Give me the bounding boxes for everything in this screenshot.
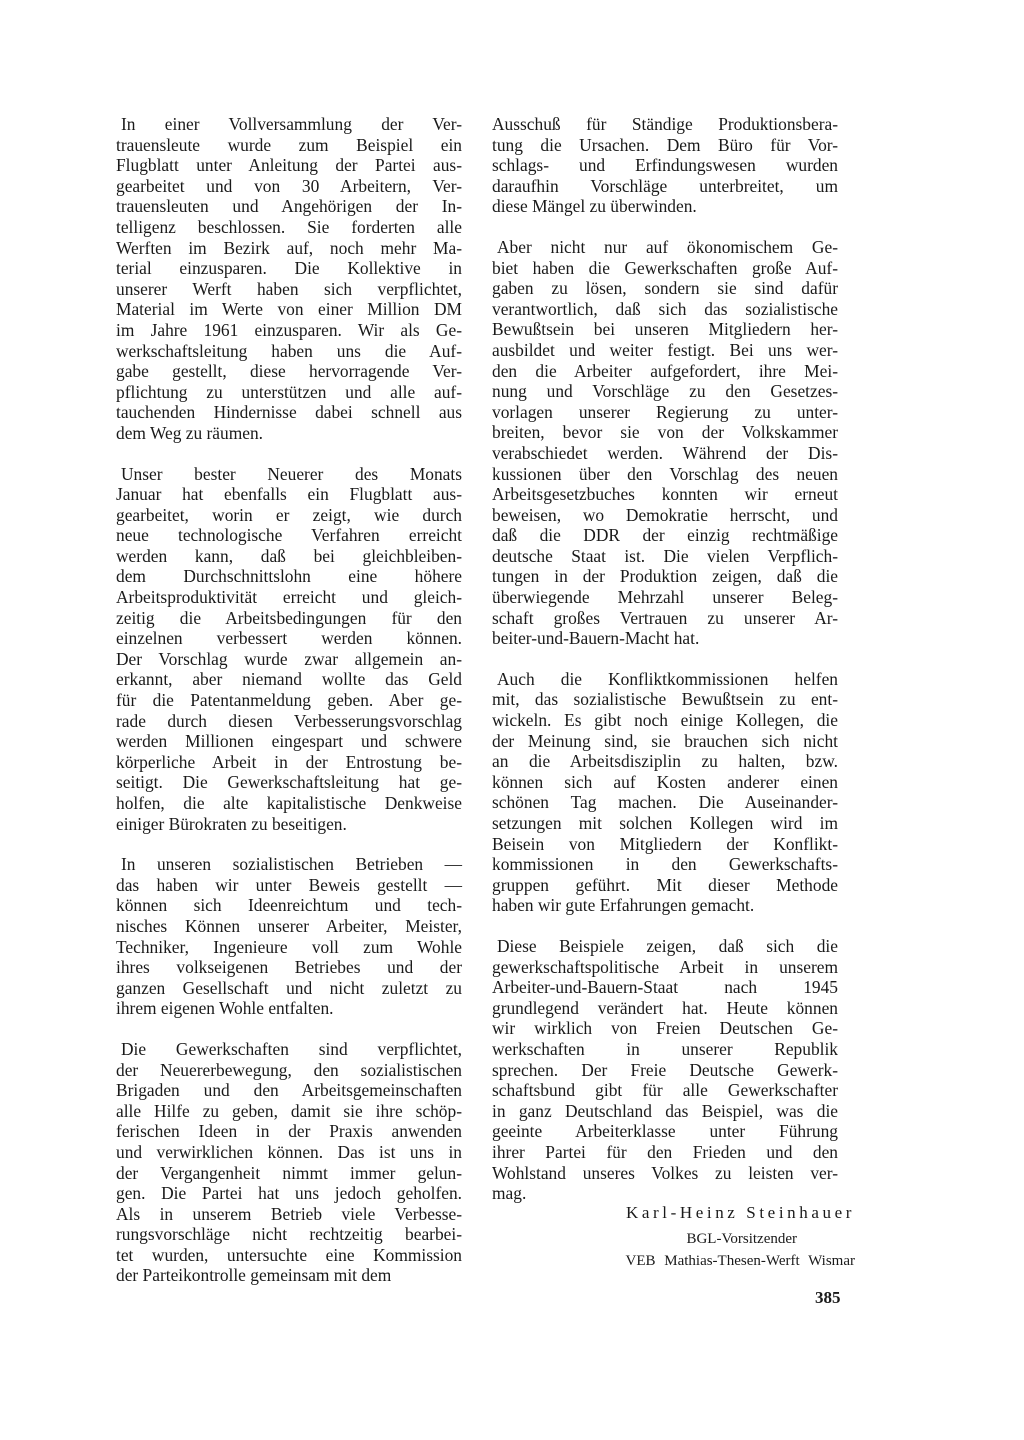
text-line: tauchenden Hindernisse dabei schnell aus	[116, 402, 462, 423]
text-line: Diese Beispiele zeigen, daß sich die	[497, 935, 838, 956]
text-line: Material im Werte von einer Million DM	[116, 299, 462, 320]
text-line: Aber nicht nur auf ökonomischem Ge-	[497, 236, 838, 257]
text-line: dem Weg zu räumen.	[116, 422, 264, 443]
text-line: nisches Können unserer Arbeiter, Meister,	[116, 915, 462, 936]
paragraph	[116, 114, 462, 444]
text-line: vorlagen unserer Regierung zu unter-	[492, 401, 838, 422]
text-line: daraufhin Vorschläge unterbreitet, um	[492, 175, 838, 196]
text-line: ferischen Ideen in der Praxis anwenden	[116, 1121, 462, 1142]
text-line: an die Arbeitsdisziplin zu halten, bzw.	[492, 751, 838, 772]
text-line: im Jahre 1961 einzusparen. Wir als Ge-	[116, 319, 462, 340]
text-line: Arbeitsproduktivität erreicht und gleich-	[116, 587, 462, 608]
text-line: der Vergangenheit nimmt immer gelun-	[116, 1162, 462, 1183]
text-line: tung die Ursachen. Dem Büro für Vor-	[492, 134, 838, 155]
text-line: gabe gestellt, diese hervorragende Ver-	[116, 361, 462, 382]
text-line: einzelnen verbessert werden können.	[116, 628, 462, 649]
text-line: tungen in der Produktion zeigen, daß die	[492, 566, 838, 587]
text-line: Wohlstand unseres Volkes zu leisten ver-	[492, 1162, 838, 1183]
text-line: deutsche Staat ist. Die vielen Verpflich-	[492, 545, 838, 566]
text-line: pflichtung zu unterstützen und alle auf-	[116, 381, 462, 402]
text-line: diese Mängel zu überwinden.	[492, 196, 697, 217]
text-line: haben wir gute Erfahrungen gemacht.	[492, 895, 755, 916]
text-line: gearbeitet und von 30 Arbeitern, Ver-	[116, 175, 462, 196]
text-line: breiten, bevor sie von der Volkskammer	[492, 422, 838, 443]
text-line: alle Hilfe zu geben, damit sie ihre schöp-	[116, 1100, 462, 1121]
text-line: daß die DDR der einzig rechtmäßige	[492, 525, 838, 546]
text-line: neue technologische Verfahren erreicht	[116, 525, 462, 546]
author-name: Karl-Heinz Steinhauer	[625, 1203, 855, 1222]
text-line: Bewußtsein bei unseren Mitgliedern her-	[492, 319, 838, 340]
text-line: das haben wir unter Beweis gestellt —	[116, 874, 462, 895]
text-line: trauensleute wurde zum Beispiel ein	[116, 134, 462, 155]
text-line: kommissionen in den Gewerkschafts-	[492, 854, 838, 875]
text-line: Beisein von Mitgliedern der Konflikt-	[492, 833, 838, 854]
text-line: schlags- und Erfindungswesen wurden	[492, 155, 838, 176]
text-line: Auch die Konfliktkommissionen helfen	[497, 668, 838, 689]
text-line: dem Durchschnittslohn eine höhere	[116, 566, 462, 587]
text-line: den die Arbeiter aufgefordert, ihre Mei-	[492, 360, 838, 381]
text-line: wickeln. Es gibt noch einige Kollegen, die	[492, 710, 838, 731]
text-line: Unser bester Neuerer des Monats	[121, 463, 462, 484]
text-line: gewerkschaftspolitische Arbeit in unserem	[492, 956, 838, 977]
paragraph	[116, 854, 462, 1019]
text-line: verantwortlich, daß sich das sozialistische	[492, 298, 838, 319]
text-line: gearbeitet, worin er zeigt, wie durch	[116, 504, 462, 525]
text-line: schaft großes Vertrauen zu unserer Ar-	[492, 607, 838, 628]
text-line: ganzen Gesellschaft und nicht zuletzt zu	[116, 977, 462, 998]
text-line: ihres volkseigenen Betriebes und der	[116, 957, 462, 978]
text-line: geeinte Arbeiterklasse unter Führung	[492, 1121, 838, 1142]
author-company: VEB Mathias-Thesen-Werft Wismar	[625, 1253, 855, 1269]
text-line: Ausschuß für Ständige Produktionsbera-	[492, 114, 838, 134]
text-line: ihrer Partei für den Frieden und den	[492, 1141, 838, 1162]
text-line: ihrem eigenen Wohle entfalten.	[116, 998, 334, 1019]
text-line: tet wurden, untersuchte eine Kommission	[116, 1244, 462, 1265]
text-line: holfen, die alte kapitalistische Denkweise	[116, 793, 462, 813]
text-line: können sich auf Kosten anderer einen	[492, 771, 838, 792]
text-line: terial einzusparen. Die Kollektive in	[116, 258, 462, 279]
signature-block	[550, 1202, 855, 1272]
text-line: überwiegende Mehrzahl unserer Beleg-	[492, 587, 838, 608]
text-line: unserer Werft haben sich verpflichtet,	[116, 278, 462, 299]
text-line: Brigaden und den Arbeitsgemeinschaften	[116, 1080, 462, 1101]
paragraph	[492, 114, 838, 217]
text-line: für die Patentanmeldung geben. Aber ge-	[116, 690, 462, 711]
text-line: gen. Die Partei hat uns jedoch geholfen.	[116, 1183, 462, 1204]
text-line: rade durch diesen Verbesserungsvorschlag	[116, 710, 462, 731]
text-line: Techniker, Ingenieure voll zum Wohle	[116, 936, 462, 957]
text-line: kussionen über den Vorschlag des neuen	[492, 463, 838, 484]
text-line: können sich Ideenreichtum und tech-	[116, 895, 462, 916]
text-line: Die Gewerkschaften sind verpflichtet,	[121, 1038, 462, 1059]
author-role: BGL-Vorsitzender	[686, 1231, 797, 1247]
text-line: rungsvorschläge nicht rechtzeitig bearbei-	[116, 1224, 462, 1245]
text-line: sprechen. Der Freie Deutsche Gewerk-	[492, 1059, 838, 1080]
text-line: gaben zu lösen, sondern sie sind dafür	[492, 278, 838, 299]
text-line: Januar hat ebenfalls ein Flugblatt aus-	[116, 484, 462, 505]
text-line: setzungen mit solchen Kollegen wird im	[492, 813, 838, 833]
text-line: Als in unserem Betrieb viele Verbesse-	[116, 1203, 462, 1224]
text-line: grundlegend verändert hat. Heute können	[492, 997, 838, 1018]
text-line: werkschaftsleitung haben uns die Auf-	[116, 340, 462, 361]
text-line: Arbeiter-und-Bauern-Staat nach 1945	[492, 977, 838, 998]
right-column	[492, 114, 838, 1224]
text-line: mag.	[492, 1183, 527, 1204]
text-line: werden kann, daß bei gleichbleiben-	[116, 545, 462, 566]
text-line: biet haben die Gewerkschaften große Auf-	[492, 257, 838, 278]
text-line: nung und Vorschläge zu den Gesetzes-	[492, 381, 838, 402]
text-line: Werften im Bezirk auf, noch mehr Ma-	[116, 237, 462, 258]
text-line: einiger Bürokraten zu beseitigen.	[116, 813, 347, 834]
paragraph	[492, 669, 838, 916]
text-line: werkschaften in unserer Republik	[492, 1038, 838, 1059]
text-line: seitigt. Die Gewerkschaftsleitung hat ge-	[116, 772, 462, 793]
text-line: in ganz Deutschland das Beispiel, was die	[492, 1100, 838, 1121]
text-line: In einer Vollversammlung der Ver-	[121, 114, 462, 134]
text-line: Arbeitsgesetzbuches konnten wir erneut	[492, 484, 838, 505]
paragraph	[116, 1039, 462, 1286]
text-line: Der Vorschlag wurde zwar allgemein an-	[116, 648, 462, 669]
text-line: werden Millionen eingespart und schwere	[116, 731, 462, 752]
text-line: trauensleuten und Angehörigen der In-	[116, 196, 462, 217]
text-line: verabschiedet werden. Während der Dis-	[492, 442, 838, 463]
text-line: körperliche Arbeit in der Entrostung be-	[116, 751, 462, 772]
text-line: In unseren sozialistischen Betrieben —	[121, 854, 462, 875]
text-line: schönen Tag machen. Die Auseinander-	[492, 792, 838, 813]
page-number: 385	[815, 1288, 841, 1307]
text-line: beiter-und-Bauern-Macht hat.	[492, 628, 700, 649]
text-line: der Neuererbewegung, den sozialistischen	[116, 1059, 462, 1080]
text-line: gruppen geführt. Mit dieser Methode	[492, 874, 838, 895]
text-line: telligenz beschlossen. Sie forderten alle	[116, 216, 462, 237]
text-line: der Meinung sind, sie brauchen sich nicht	[492, 730, 838, 751]
text-line: mit, das sozialistische Bewußtsein zu ent-	[492, 689, 838, 710]
text-line: zeitig die Arbeitsbedingungen für den	[116, 607, 462, 628]
text-line: schaftsbund gibt für alle Gewerkschafter	[492, 1080, 838, 1101]
left-column	[116, 114, 462, 1306]
paragraph	[116, 464, 462, 835]
text-line: der Parteikontrolle gemeinsam mit dem	[116, 1265, 392, 1286]
paragraph	[492, 936, 838, 1204]
text-line: Flugblatt unter Anleitung der Partei aus-	[116, 155, 462, 176]
text-line: wir wirklich von Freien Deutschen Ge-	[492, 1018, 838, 1039]
text-line: erkannt, aber niemand wollte das Geld	[116, 669, 462, 690]
text-line: ausbildet und weiter festigt. Bei uns wer-	[492, 339, 838, 360]
paragraph	[492, 237, 838, 649]
text-line: beweisen, wo Demokratie herrscht, und	[492, 504, 838, 525]
text-line: und verwirklichen können. Das ist uns in	[116, 1141, 462, 1162]
